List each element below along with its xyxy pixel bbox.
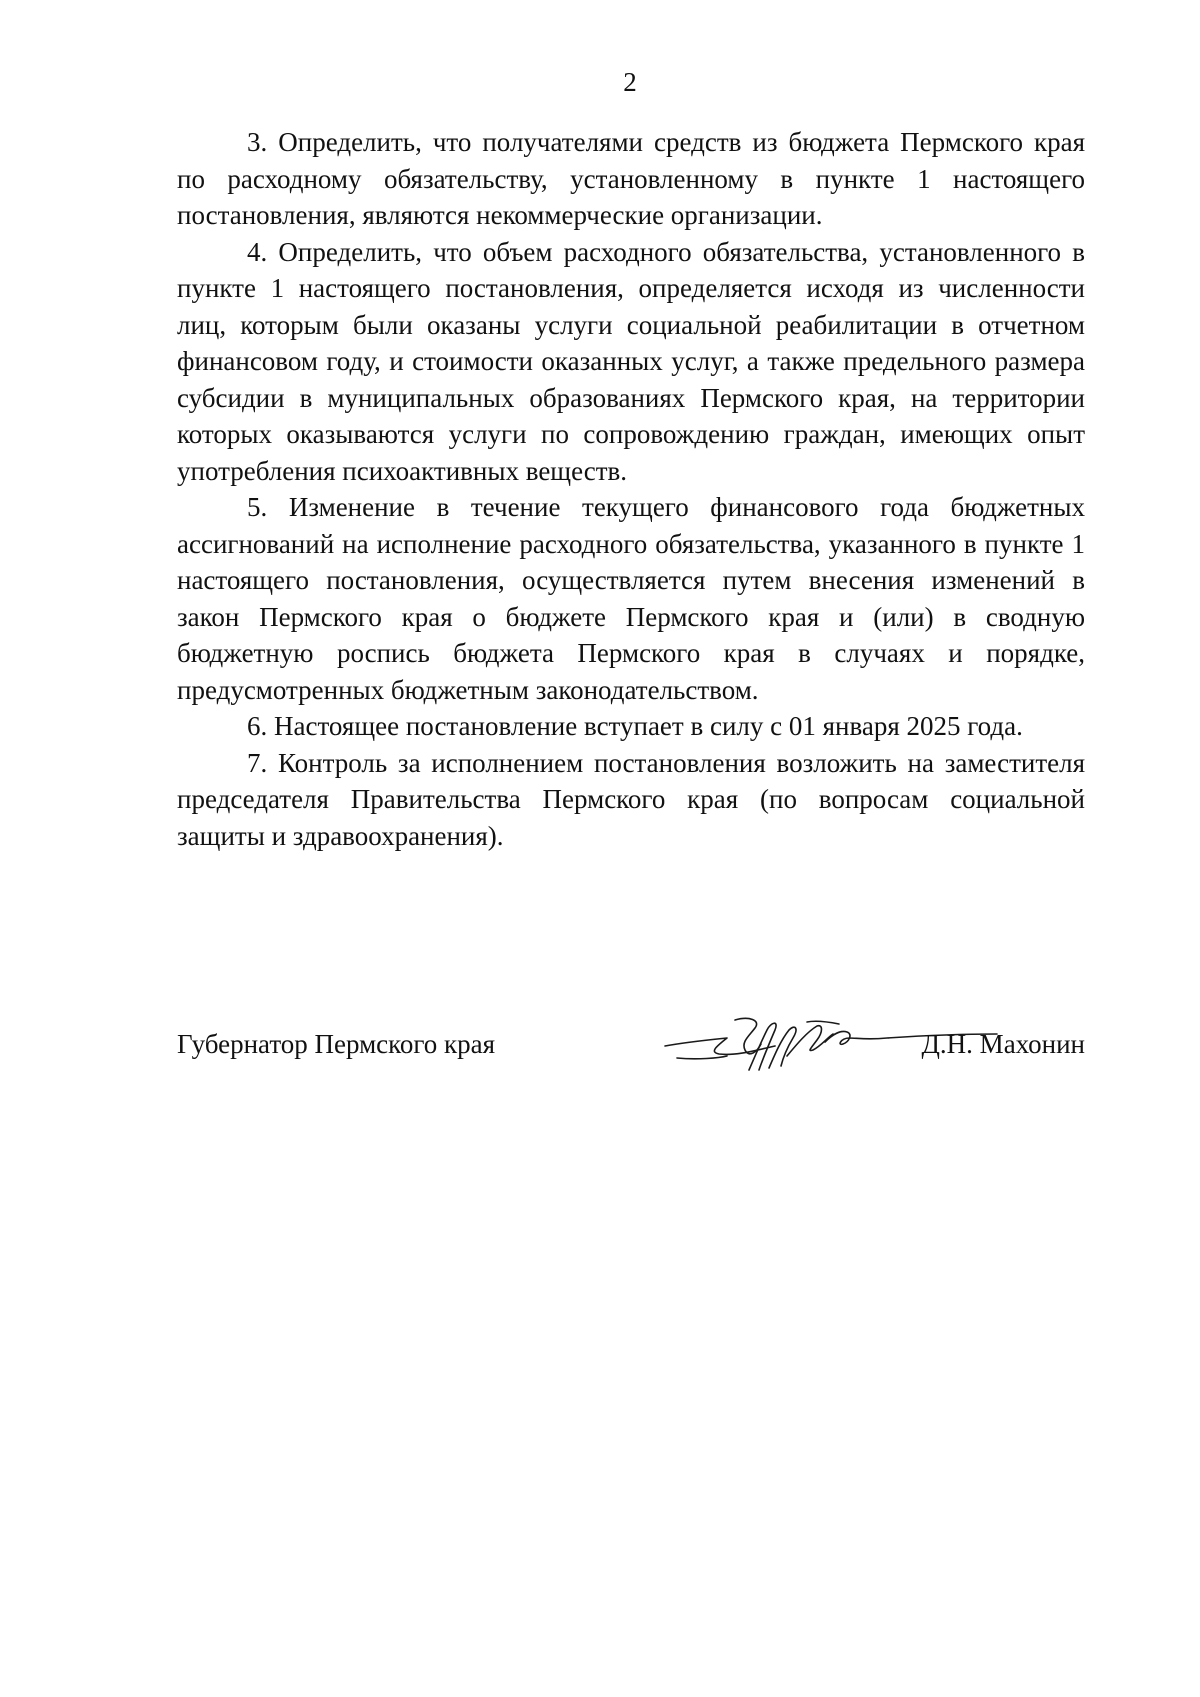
page-number: 2: [623, 67, 637, 97]
signatory-name: Д.Н. Махонин: [921, 1029, 1085, 1059]
paragraph-7: 7. Контроль за исполнением постановления возложить на заместителя председателя Правительства Пермского края (по вопросам социальной защиты и здравоохранения).: [177, 747, 1085, 851]
signature-block: [177, 1020, 1085, 1080]
signatory-position: Губернатор Пермского края: [177, 1029, 496, 1059]
paragraph-4: 4. Определить, что объем расходного обязательства, установленного в пункте 1 настоящего постановления, определяется исходя из численности лиц, которым были оказаны услуги социальной реабилитации в отчетном финансовом году, и стоимости оказанных услуг, а также предельного размера субсидии в муниципальных образованиях Пермского края, на территории которых оказываются услуги по сопровождению граждан, имеющих опыт употребления психоактивных веществ.: [177, 236, 1085, 486]
paragraph-6: 6. Настоящее постановление вступает в силу с 01 января 2025 года.: [247, 711, 1023, 741]
paragraph-3: 3. Определить, что получателями средств из бюджета Пермского края по расходному обязательству, установленному в пункте 1 настоящего постановления, являются некоммерческие организации.: [177, 127, 1085, 230]
paragraph-5: 5. Изменение в течение текущего финансового года бюджетных ассигнований на исполнение расходного обязательства, указанного в пункте 1 настоящего постановления, осуществляется путем внесения изменений в закон Пермского края о бюджете Пермского края и (или) в сводную бюджетную роспись бюджета Пермского края в случаях и порядке, предусмотренных бюджетным законодательством.: [177, 492, 1085, 705]
document-body: [177, 124, 1085, 854]
